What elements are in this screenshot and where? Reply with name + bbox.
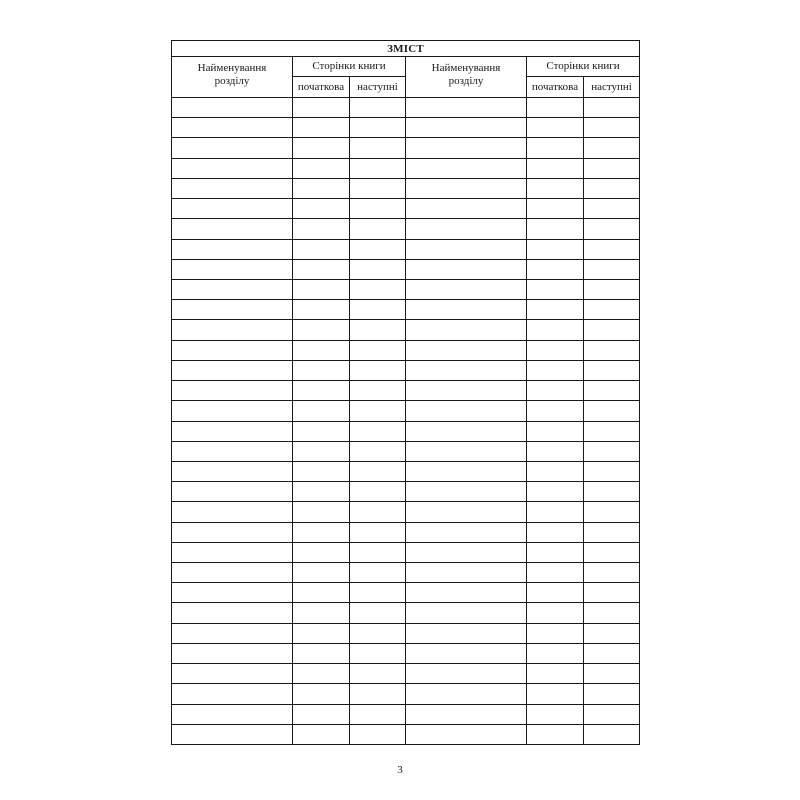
left-section-name-cell[interactable] — [172, 704, 293, 724]
left-next-pages-cell[interactable] — [350, 441, 406, 461]
left-section-name-cell[interactable] — [172, 542, 293, 562]
left-section-name-cell[interactable] — [172, 502, 293, 522]
right-section-name-cell[interactable] — [406, 542, 527, 562]
left-next-pages-cell[interactable] — [350, 279, 406, 299]
right-next-pages-cell[interactable] — [584, 704, 640, 724]
left-section-name-cell[interactable] — [172, 563, 293, 583]
left-section-name-cell[interactable] — [172, 300, 293, 320]
left-initial-page-cell[interactable] — [293, 664, 350, 684]
left-initial-page-cell[interactable] — [293, 502, 350, 522]
right-initial-page-cell[interactable] — [527, 603, 584, 623]
right-next-pages-cell[interactable] — [584, 98, 640, 118]
right-section-name-cell[interactable] — [406, 259, 527, 279]
left-next-pages-cell[interactable] — [350, 664, 406, 684]
right-next-pages-cell[interactable] — [584, 279, 640, 299]
left-next-pages-cell[interactable] — [350, 522, 406, 542]
right-section-name-cell[interactable] — [406, 603, 527, 623]
table-row — [172, 684, 640, 704]
left-next-pages-cell[interactable] — [350, 684, 406, 704]
left-initial-page-cell[interactable] — [293, 421, 350, 441]
table-row — [172, 158, 640, 178]
right-section-name-cell[interactable] — [406, 138, 527, 158]
right-initial-page-cell[interactable] — [527, 98, 584, 118]
left-section-name-cell[interactable] — [172, 623, 293, 643]
left-next-pages-cell[interactable] — [350, 542, 406, 562]
right-section-name-cell[interactable] — [406, 522, 527, 542]
left-initial-page-cell[interactable] — [293, 441, 350, 461]
left-initial-page-cell[interactable] — [293, 158, 350, 178]
left-next-pages-cell[interactable] — [350, 563, 406, 583]
right-next-pages-cell[interactable] — [584, 138, 640, 158]
right-initial-page-cell[interactable] — [527, 461, 584, 481]
table-row — [172, 178, 640, 198]
left-initial-page-cell[interactable] — [293, 461, 350, 481]
left-section-name-header-line1: Найменування — [197, 62, 267, 74]
right-section-name-header-line1: Найменування — [431, 62, 501, 74]
left-section-name-cell[interactable] — [172, 239, 293, 259]
left-section-name-cell[interactable] — [172, 441, 293, 461]
left-section-name-cell[interactable] — [172, 360, 293, 380]
right-initial-page-header: початкова — [527, 76, 584, 97]
left-section-name-cell[interactable] — [172, 138, 293, 158]
right-next-pages-cell[interactable] — [584, 724, 640, 744]
left-section-name-cell[interactable] — [172, 583, 293, 603]
right-section-name-cell[interactable] — [406, 279, 527, 299]
right-section-name-cell[interactable] — [406, 158, 527, 178]
left-next-pages-cell[interactable] — [350, 421, 406, 441]
left-initial-page-cell[interactable] — [293, 381, 350, 401]
right-next-pages-cell[interactable] — [584, 259, 640, 279]
left-section-name-cell[interactable] — [172, 421, 293, 441]
right-next-pages-cell[interactable] — [584, 583, 640, 603]
right-next-pages-cell[interactable] — [584, 219, 640, 239]
right-initial-page-cell[interactable] — [527, 239, 584, 259]
right-initial-page-cell[interactable] — [527, 340, 584, 360]
right-initial-page-cell[interactable] — [527, 259, 584, 279]
right-section-name-cell[interactable] — [406, 381, 527, 401]
left-initial-page-cell[interactable] — [293, 259, 350, 279]
left-next-pages-cell[interactable] — [350, 98, 406, 118]
contents-table-header — [172, 41, 640, 98]
right-section-name-cell[interactable] — [406, 360, 527, 380]
left-section-name-cell[interactable] — [172, 482, 293, 502]
left-next-pages-cell[interactable] — [350, 300, 406, 320]
left-section-name-cell[interactable] — [172, 643, 293, 663]
left-section-name-cell[interactable] — [172, 340, 293, 360]
table-row — [172, 421, 640, 441]
left-next-pages-cell[interactable] — [350, 502, 406, 522]
right-next-pages-cell[interactable] — [584, 239, 640, 259]
left-section-name-cell[interactable] — [172, 461, 293, 481]
right-next-pages-cell[interactable] — [584, 482, 640, 502]
left-section-name-cell[interactable] — [172, 259, 293, 279]
right-next-pages-cell[interactable] — [584, 178, 640, 198]
left-initial-page-cell[interactable] — [293, 623, 350, 643]
left-section-name-cell[interactable] — [172, 724, 293, 744]
left-initial-page-cell[interactable] — [293, 401, 350, 421]
left-next-pages-cell[interactable] — [350, 603, 406, 623]
right-section-name-cell[interactable] — [406, 340, 527, 360]
right-section-name-cell[interactable] — [406, 461, 527, 481]
right-section-name-cell[interactable] — [406, 320, 527, 340]
right-initial-page-cell[interactable] — [527, 178, 584, 198]
right-next-pages-cell[interactable] — [584, 158, 640, 178]
table-row — [172, 522, 640, 542]
contents-table-body — [172, 98, 640, 745]
table-row — [172, 259, 640, 279]
table-row — [172, 340, 640, 360]
table-row — [172, 300, 640, 320]
right-initial-page-cell[interactable] — [527, 300, 584, 320]
right-initial-page-cell[interactable] — [527, 158, 584, 178]
table-row — [172, 623, 640, 643]
left-section-name-header-line2: розділу — [214, 75, 250, 87]
left-next-pages-header: наступні — [350, 76, 406, 97]
left-section-name-cell[interactable] — [172, 401, 293, 421]
right-next-pages-cell[interactable] — [584, 502, 640, 522]
right-section-name-cell[interactable] — [406, 421, 527, 441]
table-row — [172, 138, 640, 158]
right-initial-page-cell[interactable] — [527, 199, 584, 219]
right-next-pages-cell[interactable] — [584, 684, 640, 704]
left-initial-page-header: початкова — [293, 76, 350, 97]
table-row — [172, 98, 640, 118]
left-section-name-cell[interactable] — [172, 320, 293, 340]
right-initial-page-cell[interactable] — [527, 381, 584, 401]
right-section-name-cell[interactable] — [406, 199, 527, 219]
left-section-name-cell[interactable] — [172, 603, 293, 623]
right-initial-page-cell[interactable] — [527, 219, 584, 239]
left-initial-page-cell[interactable] — [293, 482, 350, 502]
left-next-pages-cell[interactable] — [350, 643, 406, 663]
right-next-pages-cell[interactable] — [584, 522, 640, 542]
right-initial-page-cell[interactable] — [527, 279, 584, 299]
right-next-pages-cell[interactable] — [584, 199, 640, 219]
left-section-name-cell[interactable] — [172, 684, 293, 704]
right-next-pages-cell[interactable] — [584, 118, 640, 138]
right-initial-page-cell[interactable] — [527, 441, 584, 461]
right-section-name-cell[interactable] — [406, 502, 527, 522]
right-next-pages-cell[interactable] — [584, 340, 640, 360]
right-section-name-cell[interactable] — [406, 704, 527, 724]
right-initial-page-cell[interactable] — [527, 664, 584, 684]
right-next-pages-header: наступні — [584, 76, 640, 97]
table-row — [172, 381, 640, 401]
table-row — [172, 199, 640, 219]
table-row — [172, 118, 640, 138]
right-initial-page-cell[interactable] — [527, 360, 584, 380]
left-initial-page-cell[interactable] — [293, 300, 350, 320]
left-next-pages-cell[interactable] — [350, 583, 406, 603]
left-section-name-cell[interactable] — [172, 664, 293, 684]
right-initial-page-cell[interactable] — [527, 563, 584, 583]
table-row — [172, 320, 640, 340]
left-next-pages-cell[interactable] — [350, 461, 406, 481]
left-section-name-cell[interactable] — [172, 219, 293, 239]
right-section-name-cell[interactable] — [406, 239, 527, 259]
left-section-name-cell[interactable] — [172, 522, 293, 542]
left-initial-page-cell[interactable] — [293, 178, 350, 198]
right-next-pages-cell[interactable] — [584, 664, 640, 684]
left-initial-page-cell[interactable] — [293, 684, 350, 704]
table-row — [172, 239, 640, 259]
right-initial-page-cell[interactable] — [527, 583, 584, 603]
right-initial-page-cell[interactable] — [527, 542, 584, 562]
left-next-pages-cell[interactable] — [350, 239, 406, 259]
left-section-name-cell[interactable] — [172, 158, 293, 178]
right-initial-page-cell[interactable] — [527, 482, 584, 502]
left-initial-page-cell[interactable] — [293, 563, 350, 583]
left-next-pages-cell[interactable] — [350, 118, 406, 138]
right-initial-page-cell[interactable] — [527, 623, 584, 643]
left-initial-page-cell[interactable] — [293, 583, 350, 603]
left-next-pages-cell[interactable] — [350, 381, 406, 401]
table-row — [172, 401, 640, 421]
right-next-pages-cell[interactable] — [584, 381, 640, 401]
right-next-pages-cell[interactable] — [584, 360, 640, 380]
table-row — [172, 441, 640, 461]
right-initial-page-cell[interactable] — [527, 118, 584, 138]
table-row — [172, 461, 640, 481]
right-section-name-cell[interactable] — [406, 664, 527, 684]
right-section-name-cell[interactable] — [406, 300, 527, 320]
left-initial-page-cell[interactable] — [293, 704, 350, 724]
left-section-name-cell[interactable] — [172, 199, 293, 219]
left-section-name-cell[interactable] — [172, 178, 293, 198]
right-next-pages-cell[interactable] — [584, 623, 640, 643]
left-initial-page-cell[interactable] — [293, 138, 350, 158]
right-next-pages-cell[interactable] — [584, 421, 640, 441]
right-next-pages-cell[interactable] — [584, 603, 640, 623]
left-next-pages-cell[interactable] — [350, 138, 406, 158]
left-next-pages-cell[interactable] — [350, 178, 406, 198]
table-row — [172, 482, 640, 502]
right-initial-page-cell[interactable] — [527, 724, 584, 744]
left-section-name-cell[interactable] — [172, 118, 293, 138]
left-initial-page-cell[interactable] — [293, 542, 350, 562]
left-initial-page-cell[interactable] — [293, 724, 350, 744]
contents-title: ЗМІСТ — [172, 41, 640, 57]
right-section-name-cell[interactable] — [406, 118, 527, 138]
left-section-name-cell[interactable] — [172, 381, 293, 401]
right-initial-page-cell[interactable] — [527, 320, 584, 340]
left-initial-page-cell[interactable] — [293, 199, 350, 219]
table-row — [172, 643, 640, 663]
left-initial-page-cell[interactable] — [293, 98, 350, 118]
right-initial-page-cell[interactable] — [527, 138, 584, 158]
left-initial-page-cell[interactable] — [293, 118, 350, 138]
right-initial-page-cell[interactable] — [527, 502, 584, 522]
left-next-pages-cell[interactable] — [350, 623, 406, 643]
right-next-pages-cell[interactable] — [584, 461, 640, 481]
left-initial-page-cell[interactable] — [293, 320, 350, 340]
left-next-pages-cell[interactable] — [350, 340, 406, 360]
table-row — [172, 563, 640, 583]
left-next-pages-cell[interactable] — [350, 158, 406, 178]
right-section-name-header-line2: розділу — [448, 75, 484, 87]
right-section-name-cell[interactable] — [406, 441, 527, 461]
table-row — [172, 664, 640, 684]
table-row — [172, 583, 640, 603]
table-row — [172, 704, 640, 724]
right-next-pages-cell[interactable] — [584, 320, 640, 340]
left-initial-page-cell[interactable] — [293, 522, 350, 542]
right-next-pages-cell[interactable] — [584, 401, 640, 421]
page-number: 3 — [397, 764, 403, 776]
left-initial-page-cell[interactable] — [293, 360, 350, 380]
right-initial-page-cell[interactable] — [527, 522, 584, 542]
table-row — [172, 724, 640, 744]
left-initial-page-cell[interactable] — [293, 643, 350, 663]
right-section-name-cell[interactable] — [406, 623, 527, 643]
left-initial-page-cell[interactable] — [293, 239, 350, 259]
table-row — [172, 502, 640, 522]
left-next-pages-cell[interactable] — [350, 401, 406, 421]
right-section-name-cell[interactable] — [406, 98, 527, 118]
right-next-pages-cell[interactable] — [584, 563, 640, 583]
right-section-name-cell[interactable] — [406, 724, 527, 744]
right-section-name-cell[interactable] — [406, 401, 527, 421]
left-next-pages-cell[interactable] — [350, 482, 406, 502]
left-section-name-header — [172, 57, 293, 98]
left-next-pages-cell[interactable] — [350, 724, 406, 744]
table-row — [172, 279, 640, 299]
left-next-pages-cell[interactable] — [350, 320, 406, 340]
right-initial-page-cell[interactable] — [527, 684, 584, 704]
right-section-name-cell[interactable] — [406, 219, 527, 239]
left-section-name-cell[interactable] — [172, 98, 293, 118]
right-next-pages-cell[interactable] — [584, 643, 640, 663]
left-initial-page-cell[interactable] — [293, 603, 350, 623]
table-row — [172, 603, 640, 623]
right-book-pages-header: Сторінки книги — [527, 57, 640, 77]
right-section-name-cell[interactable] — [406, 563, 527, 583]
right-section-name-cell[interactable] — [406, 178, 527, 198]
right-initial-page-cell[interactable] — [527, 643, 584, 663]
table-row — [172, 542, 640, 562]
right-section-name-header — [406, 57, 527, 98]
table-row — [172, 219, 640, 239]
right-initial-page-cell[interactable] — [527, 401, 584, 421]
left-next-pages-cell[interactable] — [350, 360, 406, 380]
left-initial-page-cell[interactable] — [293, 279, 350, 299]
right-initial-page-cell[interactable] — [527, 704, 584, 724]
left-next-pages-cell[interactable] — [350, 199, 406, 219]
right-section-name-cell[interactable] — [406, 643, 527, 663]
left-next-pages-cell[interactable] — [350, 259, 406, 279]
left-initial-page-cell[interactable] — [293, 340, 350, 360]
left-initial-page-cell[interactable] — [293, 219, 350, 239]
right-next-pages-cell[interactable] — [584, 300, 640, 320]
table-row — [172, 360, 640, 380]
left-next-pages-cell[interactable] — [350, 704, 406, 724]
left-section-name-cell[interactable] — [172, 279, 293, 299]
right-section-name-cell[interactable] — [406, 684, 527, 704]
left-book-pages-header: Сторінки книги — [293, 57, 406, 77]
contents-table — [171, 40, 640, 745]
right-initial-page-cell[interactable] — [527, 421, 584, 441]
right-section-name-cell[interactable] — [406, 482, 527, 502]
right-next-pages-cell[interactable] — [584, 441, 640, 461]
right-next-pages-cell[interactable] — [584, 542, 640, 562]
right-section-name-cell[interactable] — [406, 583, 527, 603]
left-next-pages-cell[interactable] — [350, 219, 406, 239]
